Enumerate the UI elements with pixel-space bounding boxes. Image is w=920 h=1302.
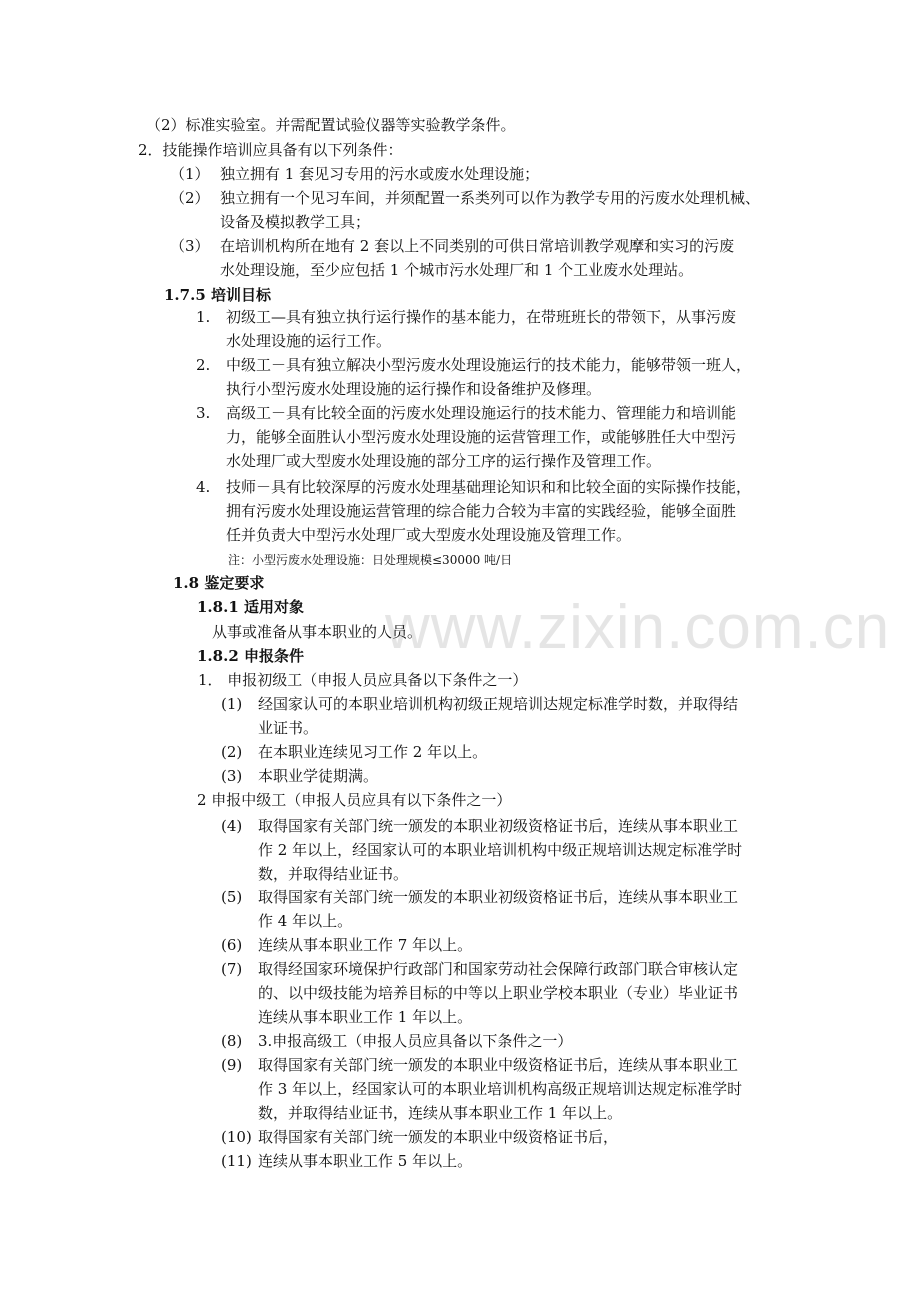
skill-item-text: 设备及模拟教学工具； (220, 213, 371, 231)
mid-item-num: (7) (221, 960, 243, 978)
goal-item-text: 技师－具有比较深厚的污废水处理基础理论知识和和比较全面的实际操作技能， (226, 478, 752, 496)
goal-item-num: 3. (196, 404, 211, 422)
goal-item-text: 初级工—具有独立执行运行操作的基本能力，在带班班长的带领下，从事污废 (226, 308, 737, 326)
mid-item-text: 取得国家有关部门统一颁发的本职业初级资格证书后，连续从事本职业工 (258, 817, 739, 835)
junior-item-text: 业证书。 (258, 719, 319, 737)
watermark: www.zixin.com.cn (385, 593, 891, 662)
goal-item-num: 1. (196, 308, 211, 326)
mid-item-text: 作 3 年以上，经国家认可的本职业培训机构高级正规培训达规定标准学时 (258, 1080, 743, 1098)
mid-item-text: 数，并取得结业证书。 (258, 865, 409, 883)
mid-item-text: 3.申报高级工（申报人员应具备以下条件之一） (258, 1032, 573, 1050)
skill-item-text: 在培训机构所在地有 2 套以上不同类别的可供日常培训教学观摩和实习的污废 (220, 237, 735, 255)
mid-item-text: 数，并取得结业证书，连续从事本职业工作 1 年以上。 (258, 1104, 623, 1122)
mid-item-text: 的、以中级技能为培养目标的中等以上职业学校本职业（专业）毕业证书 (258, 984, 739, 1002)
skills-heading: 2．技能操作培训应具备有以下列条件： (138, 141, 403, 159)
skill-item-num: （2） (170, 189, 210, 207)
mid-item-num: (10) (221, 1128, 252, 1146)
goal-item-num: 4. (196, 478, 211, 496)
goal-item-text: 任并负责大中型污水处理厂或大型废水处理设施及管理工作。 (226, 526, 632, 544)
goal-item-text: 高级工－具有比较全面的污废水处理设施运行的技术能力、管理能力和培训能 (226, 404, 737, 422)
mid-item-text: 取得国家有关部门统一颁发的本职业中级资格证书后，连续从事本职业工 (258, 1056, 739, 1074)
mid-item-text: 取得经国家环境保护行政部门和国家劳动社会保障行政部门联合审核认定 (258, 960, 739, 978)
goal-item-text: 中级工－具有独立解决小型污废水处理设施运行的技术能力，能够带领一班人， (226, 356, 752, 374)
junior-item-text: 经国家认可的本职业培训机构初级正规培训达规定标准学时数，并取得结 (258, 695, 739, 713)
skill-item-num: （3） (170, 237, 210, 255)
mid-item-text: 作 2 年以上，经国家认可的本职业培训机构中级正规培训达规定标准学时 (258, 841, 743, 859)
section-1-8-2-title: 1.8.2 申报条件 (197, 647, 304, 665)
goal-item-text: 水处理厂或大型废水处理设施的部分工序的运行操作及管理工作。 (226, 452, 662, 470)
goal-item-num: 2. (196, 356, 211, 374)
section-1-8-1-title: 1.8.1 适用对象 (197, 598, 304, 616)
junior-item-text: 在本职业连续见习工作 2 年以上。 (258, 743, 488, 761)
mid-item-text: 连续从事本职业工作 7 年以上。 (258, 936, 473, 954)
skill-item-text: 水处理设施，至少应包括 1 个城市污水处理厂和 1 个工业废水处理站。 (220, 261, 694, 279)
section-1-8-title: 1.8 鉴定要求 (173, 574, 265, 592)
section-1-7-5-title: 1.7.5 培训目标 (164, 286, 271, 304)
junior-item-num: (3) (221, 767, 243, 785)
junior-item-text: 本职业学徒期满。 (258, 767, 379, 785)
section-1-8-1-text: 从事或准备从事本职业的人员。 (212, 623, 423, 641)
mid-item-num: (6) (221, 936, 243, 954)
goal-item-text: 执行小型污废水处理设施的运行操作和设备维护及修理。 (226, 380, 602, 398)
junior-heading: 1． 申报初级工（申报人员应具备以下条件之一） (198, 671, 528, 689)
lab-line: （2）标准实验室。并需配置试验仪器等实验教学条件。 (146, 116, 516, 134)
mid-item-num: (8) (221, 1032, 243, 1050)
goal-item-text: 水处理设施的运行工作。 (226, 332, 392, 350)
note: 注：小型污废水处理设施：日处理规模≤30000 吨/日 (228, 553, 513, 567)
skill-item-text: 独立拥有 1 套见习专用的污水或废水处理设施； (220, 165, 540, 183)
goal-item-text: 力，能够全面胜认小型污废水处理设施的运营管理工作，或能够胜任大中型污 (226, 428, 737, 446)
mid-item-text: 连续从事本职业工作 5 年以上。 (258, 1152, 473, 1170)
skill-item-num: （1） (170, 165, 210, 183)
mid-heading: 2 申报中级工（申报人员应具有以下条件之一） (197, 791, 512, 809)
junior-item-num: (1) (221, 695, 243, 713)
goal-item-text: 拥有污废水处理设施运营管理的综合能力合较为丰富的实践经验，能够全面胜 (226, 502, 737, 520)
mid-item-num: (5) (221, 888, 243, 906)
skill-item-text: 独立拥有一个见习车间，并须配置一系类列可以作为教学专用的污废水处理机械、 (220, 189, 761, 207)
mid-item-text: 取得国家有关部门统一颁发的本职业初级资格证书后，连续从事本职业工 (258, 888, 739, 906)
mid-item-num: (4) (221, 817, 243, 835)
mid-item-num: (9) (221, 1056, 243, 1074)
mid-item-text: 取得国家有关部门统一颁发的本职业中级资格证书后， (258, 1128, 619, 1146)
mid-item-num: (11) (221, 1152, 252, 1170)
junior-item-num: (2) (221, 743, 243, 761)
mid-item-text: 作 4 年以上。 (258, 912, 353, 930)
mid-item-text: 连续从事本职业工作 1 年以上。 (258, 1008, 473, 1026)
